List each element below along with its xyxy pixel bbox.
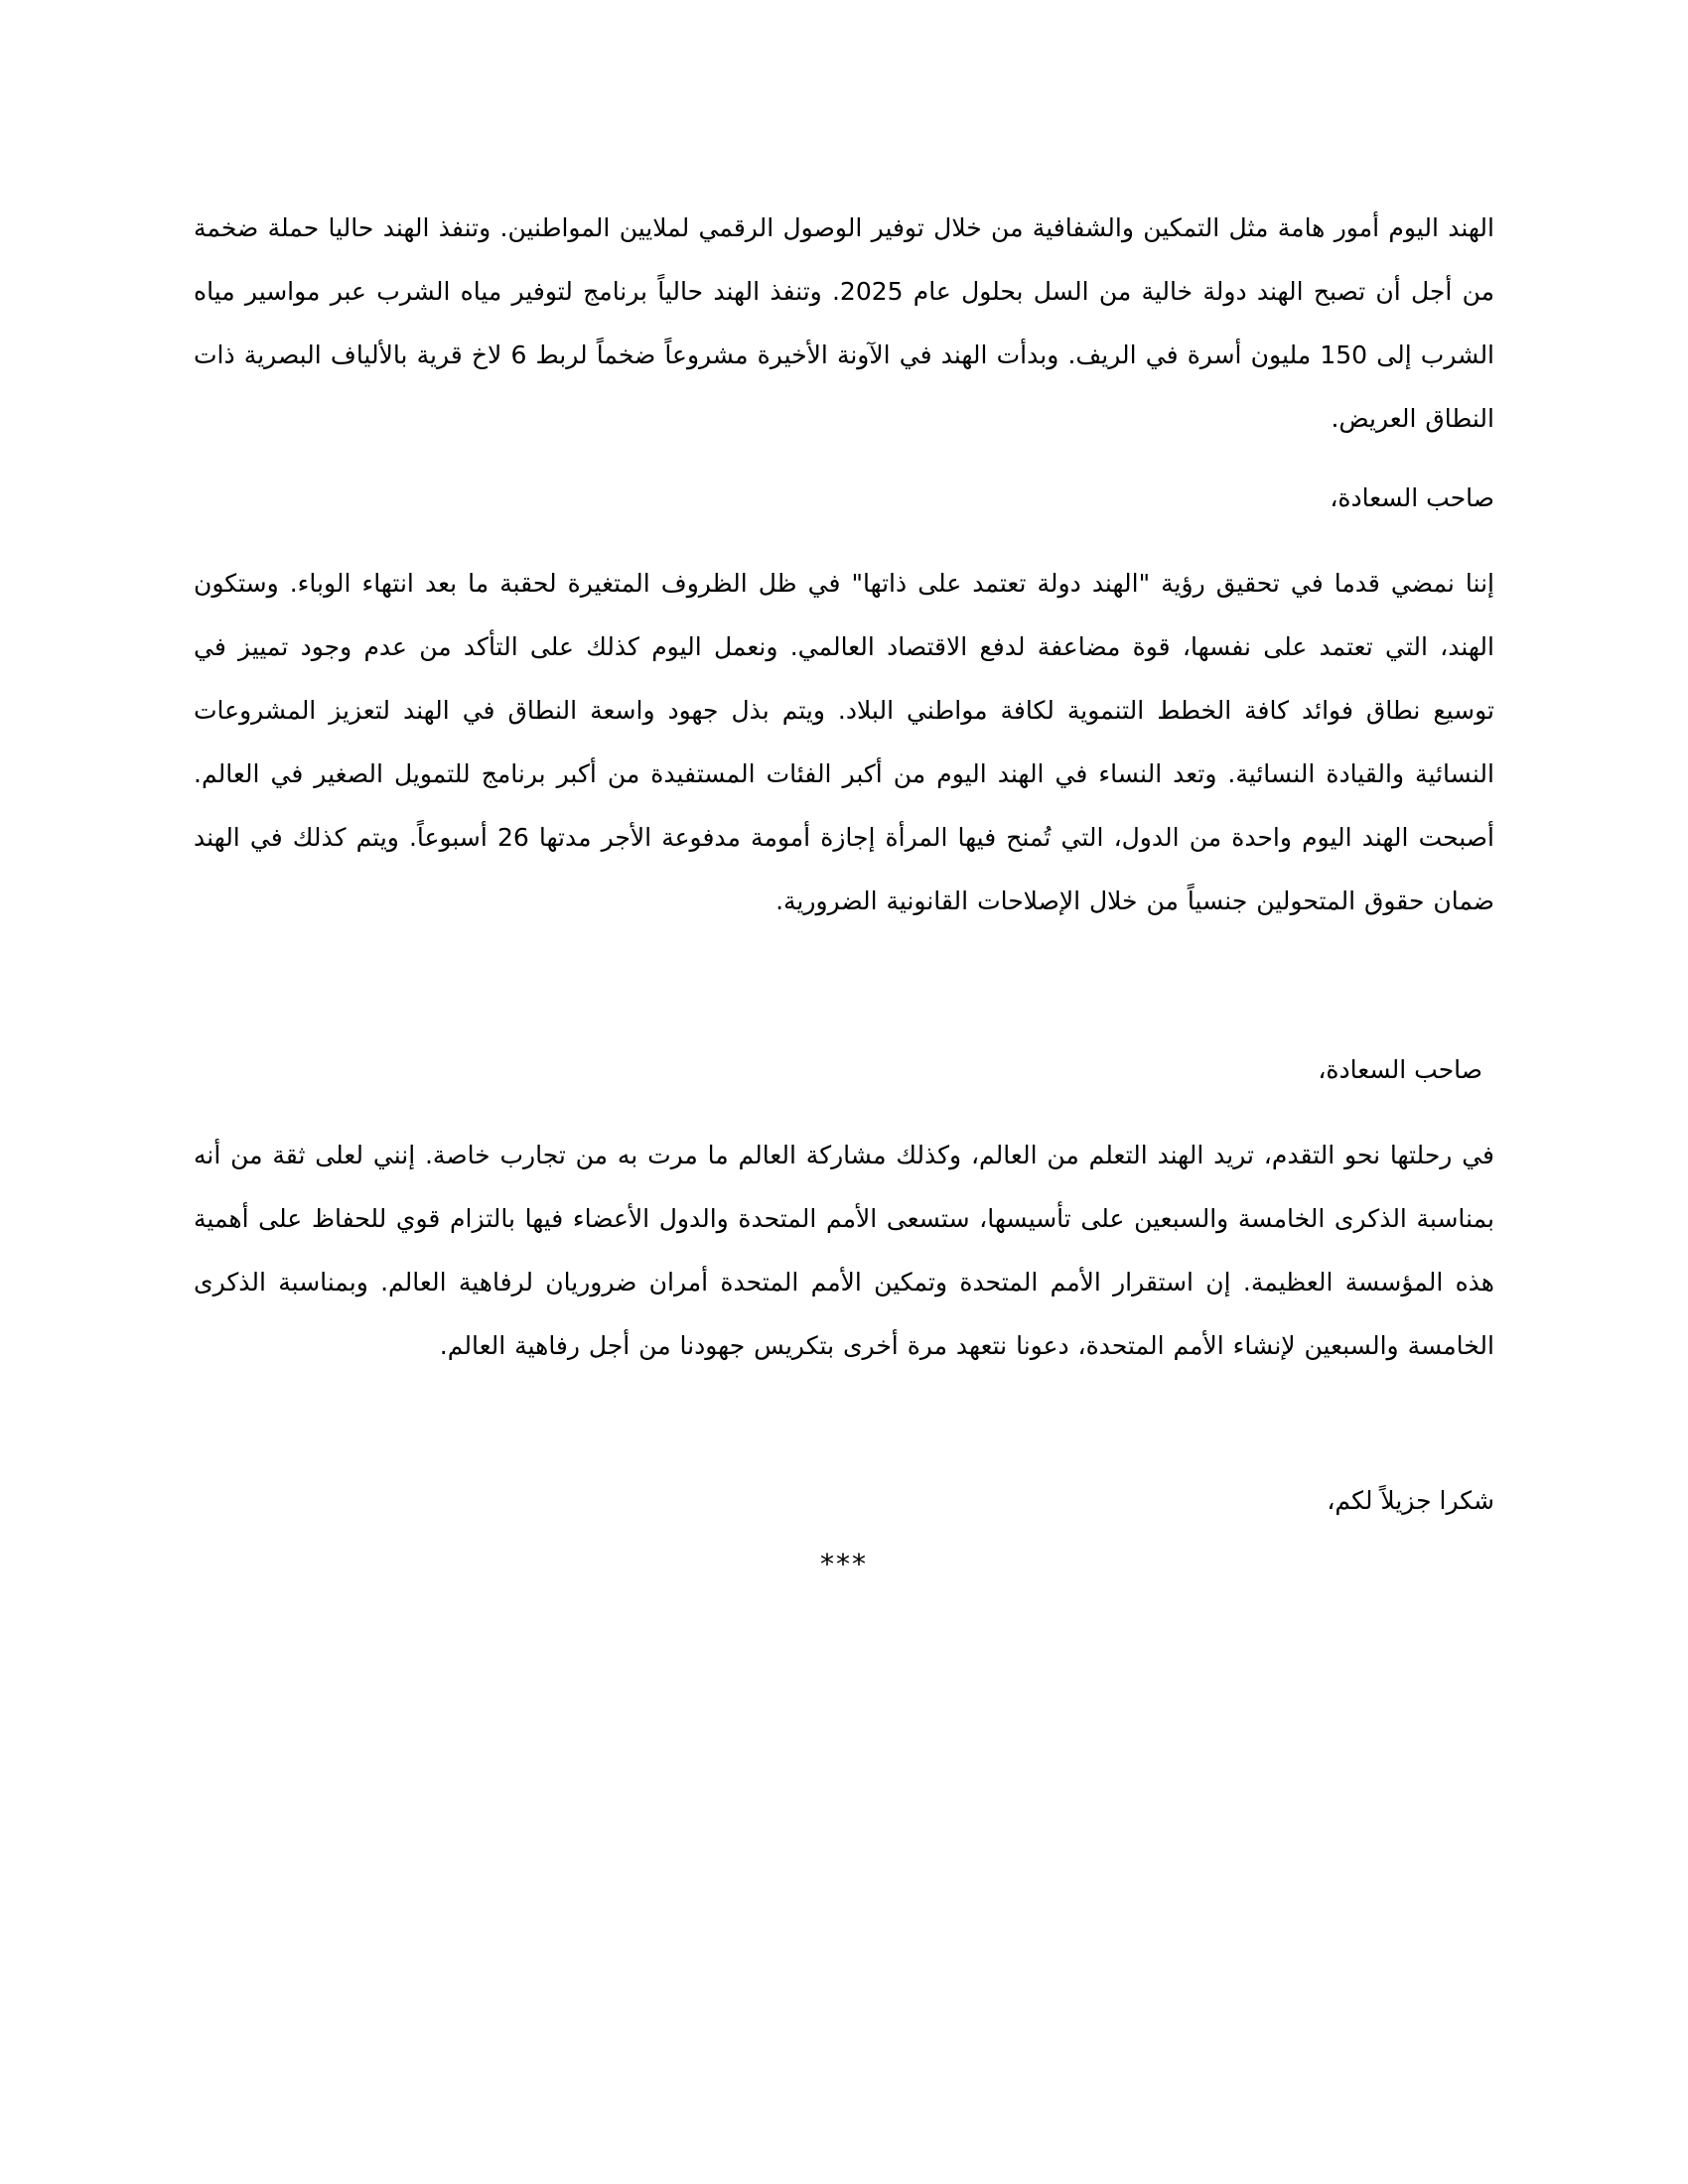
body-paragraph: في رحلتها نحو التقدم، تريد الهند التعلم من العالم، وكذلك مشاركة العالم ما مرت به من تجارب خاصة. إنني لعلى ثقة من أنه بمناسبة الذكرى الخامسة والسبعين على تأسيسها، ستسعى الأمم المتحدة والدول الأعضاء فيها بالتزام قوي للحفاظ على أهمية هذه المؤسسة العظيمة. إن استقرار الأمم المتحدة وتمكين الأمم المتحدة أمران ضروريان لرفاهية العالم. وبمناسبة الذكرى الخامسة والسبعين لإنشاء الأمم المتحدة، دعونا نتعهد مرة أخرى بتكريس جهودنا من أجل رفاهية العالم.	[194, 1141, 1494, 1360]
salutation-first	[194, 467, 1494, 530]
paragraph-self-reliant-india	[194, 552, 1494, 933]
end-separator: ***	[820, 1548, 868, 1580]
closing-text: شكرا جزيلاً لكم،	[1327, 1486, 1494, 1515]
salutation-text: صاحب السعادة،	[1318, 1055, 1482, 1084]
body-paragraph: الهند اليوم أمور هامة مثل التمكين والشفافية من خلال توفير الوصول الرقمي لملايين المواطنين. وتنفذ الهند حاليا حملة ضخمة من أجل أن تصبح الهند دولة خالية من السل بحلول عام 2025. وتنفذ الهند حالياً برنامج لتوفير مياه الشرب عبر مواسير مياه الشرب إلى 150 مليون أسرة في الريف. وبدأت الهند في الآونة الأخيرة مشروعاً ضخماً لربط 6 لاخ قرية بالألياف البصرية ذات النطاق العريض.	[194, 213, 1495, 433]
paragraph-united-nations	[194, 1124, 1494, 1378]
salutation-second	[194, 1038, 1494, 1102]
salutation-text: صاحب السعادة،	[1330, 483, 1494, 512]
closing-line	[194, 1469, 1494, 1533]
paragraph-digital-access	[194, 197, 1494, 451]
body-paragraph: إننا نمضي قدما في تحقيق رؤية "الهند دولة تعتمد على ذاتها" في ظل الظروف المتغيرة لحقبة ما بعد انتهاء الوباء. وستكون الهند، التي تعتمد على نفسها، قوة مضاعفة لدفع الاقتصاد العالمي. ونعمل اليوم كذلك على التأكد من عدم وجود تمييز في توسيع نطاق فوائد كافة الخطط التنموية لكافة مواطني البلاد. ويتم بذل جهود واسعة النطاق في الهند لتعزيز المشروعات النسائية والقيادة النسائية. وتعد النساء في الهند اليوم من أكبر الفئات المستفيدة من أكبر برنامج للتمويل الصغير في العالم. أصبحت الهند اليوم واحدة من الدول، التي تُمنح فيها المرأة إجازة أمومة مدفوعة الأجر مدتها 26 أسبوعاً. ويتم كذلك في الهند ضمان حقوق المتحولين جنسياً من خلال الإصلاحات القانونية الضرورية.	[194, 569, 1494, 915]
